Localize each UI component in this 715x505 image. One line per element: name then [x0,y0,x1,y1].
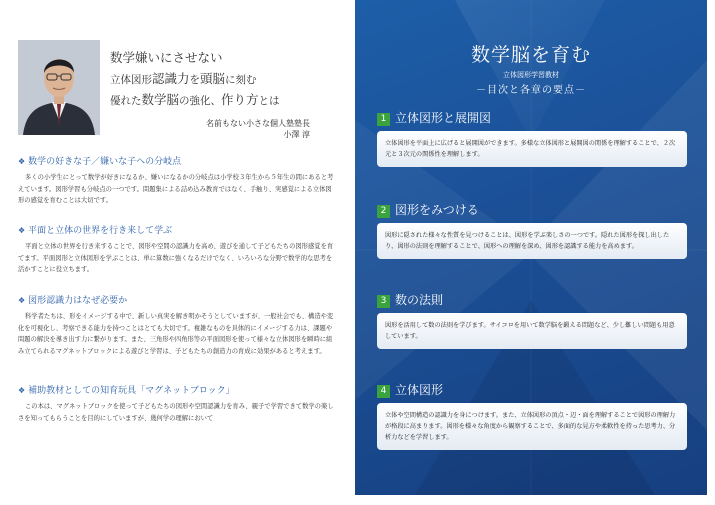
author-photo [18,40,100,135]
section-body: 多くの小学生にとって数学が好きになるか、嫌いになるかの分岐点は小学校３年生から５年生の間にあると考えています。図形学習も分岐点の一つです。問題集による詰め込み教育ではなく、手触り、実感覚による立体図形の感覚を育むことは大切です。 [18,174,334,204]
contents-subtitle: 立体図形学習教材 [503,71,559,79]
title-line-1: 数学嫌いにさせない [110,50,223,65]
section-heading: ❖ 平面と立体の世界を行き来して学ぶ [18,226,173,236]
chapter-heading [377,110,687,126]
chapter-summary: 立体図形を平面上に広げると展開図ができます。多様な立体図形と展開図の関係を理解することで、２次元と３次元の関係性を理解します。 [377,131,687,167]
chapter-summary: 図形に隠された様々な性質を見つけることは、図形を学ぶ楽しさの一つです。隠れた図形を探し出したり、図形の法則を理解することで、図形への理解を深め、図形を認識する能力を高めます。 [377,223,687,259]
diamond-cluster-icon: ❖ [18,157,26,166]
section-heading: ❖ 補助教材としての知育玩具「マグネットブロック」 [18,386,235,396]
chapter-2 [377,202,687,259]
chapter-title: 図形をみつける [395,203,479,217]
section-4 [18,385,336,424]
section-2 [18,225,336,276]
diamond-cluster-icon: ❖ [18,386,26,395]
author-name: 小澤 淳 [283,130,310,139]
title-line-2: 立体図形認識力を頭脳に刻む [110,71,257,86]
author-credit [200,118,310,140]
right-page [355,0,707,495]
chapter-1 [377,110,687,167]
chapter-title: 数の法則 [395,293,444,307]
chapter-number: 2 [377,205,390,218]
section-heading: ❖ 図形認識力はなぜ必要か [18,296,128,306]
chapter-summary: 立体や空間構造の認識力を身につけます。また、立体図形の頂点・辺・面を理解することで図形の理解力が格段に高まります。図形を様々な角度から観察することで、多面的な見方や柔軟性を持った思考力、分析力などを学習します。 [377,403,687,450]
section-1 [18,156,336,207]
essay-title [110,48,350,111]
section-3 [18,295,336,357]
chapter-number: 4 [377,385,390,398]
chapter-number: 1 [377,113,390,126]
diamond-cluster-icon: ❖ [18,296,26,305]
left-page [0,0,355,505]
chapter-3 [377,292,687,349]
chapter-summary: 図形を活用して数の法則を学びます。サイコロを用いて数学脳を鍛える問題など、少し難しい問題も用意しています。 [377,313,687,349]
chapter-number: 3 [377,295,390,308]
section-body: この本は、マグネットブロックを使って子どもたちの図形や空間認識力を育み、親子で学習できて数学の楽しさを知ってもらうことを目的にしていますが、幾何学の理解において [18,403,334,422]
section-body: 科学者たちは、形をイメージする中で、新しい真実を解き明かそうとしていますが、一般社会でも、構造や変化を可視化し、考察できる能力を持つことはとても大切です。複雑なものを具体的にイメージする力は、課題や問題の解決を導き出す力に繋がります。また、三角形や四角形等の平面図形を使って様々な立体図形を瞬時に組み立てられるマグネットブロックによる遊びと学習は、子どもたちの創造力の育成に効果があると考えます。 [18,313,334,355]
contents-tagline: －目次と各章の要点－ [476,85,586,96]
section-heading: ❖ 数学の好きな子／嫌いな子への分岐点 [18,157,182,167]
chapter-heading [377,292,687,308]
chapter-title: 立体図形と展開図 [395,111,492,125]
chapter-title: 立体図形 [395,383,444,397]
author-org: 名前もない小さな個人塾塾長 [206,119,310,128]
contents-title: 数学脳を育む [470,44,591,66]
chapter-heading [377,202,687,218]
diamond-cluster-icon: ❖ [18,226,26,235]
title-line-3: 優れた数学脳の強化、作り方とは [110,92,280,107]
chapter-heading [377,382,687,398]
chapter-4 [377,382,687,450]
section-body: 平面と立体の世界を行き来することで、図形や空間の認識力を高め、遊びを通して子どもたちの図形感覚を育てます。平面図形と立体図形を学ぶことは、単に算数に強くなるだけでなく、いろいろな分野で数学的な思考を活かすことに役立ちます。 [18,243,334,273]
